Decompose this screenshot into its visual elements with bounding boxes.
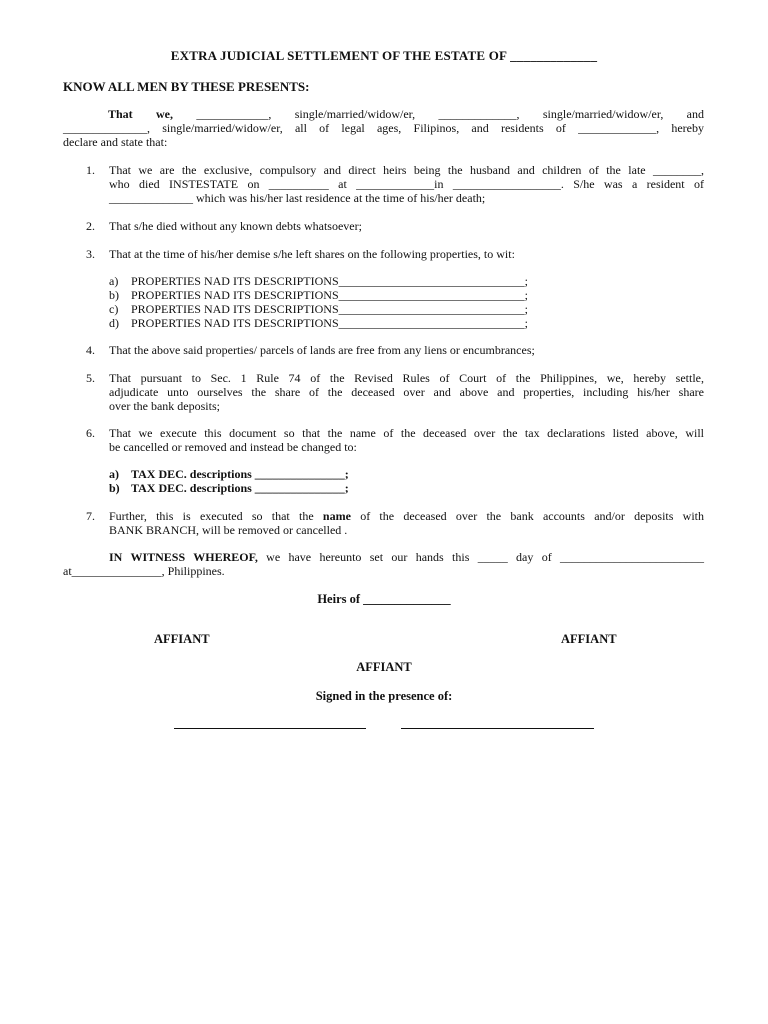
item-5-line-2: adjudicate unto ourselves the share of the deceased over and above and properties, including his/her share: [109, 385, 704, 399]
property-a-text: PROPERTIES NAD ITS DESCRIPTIONS_______________________________;: [131, 274, 528, 288]
know-all-heading: KNOW ALL MEN BY THESE PRESENTS:: [63, 79, 310, 94]
item-6-number: 6.: [86, 426, 95, 440]
item-6-line-2: be cancelled or removed and instead be changed to:: [109, 440, 357, 454]
item-1-line-3: ______________ which was his/her last residence at the time of his/her death;: [109, 191, 486, 205]
signed-presence: Signed in the presence of:: [315, 689, 453, 703]
item-3-text: That at the time of his/her demise s/he left shares on the following properties, to wit:: [109, 247, 515, 261]
item-7-line-2: BANK BRANCH, will be removed or cancelled .: [109, 523, 348, 537]
witness-line-1-text: we have hereunto set our hands this _____ day of ________________________: [266, 550, 705, 564]
item-7-line-1-end: of the deceased over the bank accounts and/or deposits with: [360, 509, 705, 523]
witness-line-1: [109, 550, 704, 564]
tax-a-letter: a): [109, 467, 119, 481]
witness-heading: IN WITNESS WHEREOF,: [109, 550, 258, 564]
item-4-number: 4.: [86, 343, 95, 357]
item-5-line-3: over the bank deposits;: [109, 399, 220, 413]
item-5-number: 5.: [86, 371, 95, 385]
item-2-text: That s/he died without any known debts whatsoever;: [109, 219, 362, 233]
item-1-number: 1.: [86, 163, 95, 177]
item-7-number: 7.: [86, 509, 95, 523]
property-a-letter: a): [109, 274, 119, 288]
item-2-number: 2.: [86, 219, 95, 233]
affiant-right: AFFIANT: [561, 632, 617, 646]
affiant-center: AFFIANT: [356, 660, 412, 674]
item-7-line-1: [109, 509, 704, 523]
item-4-text: That the above said properties/ parcels of lands are free from any liens or encumbrances;: [109, 343, 535, 357]
tax-b-text: TAX DEC. descriptions _______________;: [131, 481, 349, 495]
item-1-line-1: That we are the exclusive, compulsory and direct heirs being the husband and children of the late ________,: [109, 163, 704, 177]
property-d-text: PROPERTIES NAD ITS DESCRIPTIONS_______________________________;: [131, 316, 528, 330]
item-6-line-1: That we execute this document so that the name of the deceased over the tax declarations listed above, will: [109, 426, 704, 440]
property-c-letter: c): [109, 302, 119, 316]
document-title: EXTRA JUDICIAL SETTLEMENT OF THE ESTATE OF _____________: [170, 48, 598, 63]
property-b-letter: b): [109, 288, 119, 302]
intro-line-3: declare and state that:: [63, 135, 168, 149]
witness-line-2: at_______________, Philippines.: [63, 564, 225, 578]
intro-that-we: That we,: [108, 107, 174, 121]
affiant-left: AFFIANT: [154, 632, 210, 646]
witness-signature-line-left: [174, 728, 366, 729]
intro-line-1: [108, 107, 704, 121]
item-7-name-word: name: [322, 509, 351, 523]
property-b-text: PROPERTIES NAD ITS DESCRIPTIONS_______________________________;: [131, 288, 528, 302]
item-1-line-2: who died INSTESTATE on __________ at _____________in __________________. S/he was a resident of: [109, 177, 704, 191]
tax-a-text: TAX DEC. descriptions _______________;: [131, 467, 349, 481]
intro-line-2: ______________, single/married/widow/er, all of legal ages, Filipinos, and residents of _____________, hereby: [63, 121, 704, 135]
item-3-number: 3.: [86, 247, 95, 261]
heirs-of: Heirs of ______________: [317, 592, 451, 606]
property-c-text: PROPERTIES NAD ITS DESCRIPTIONS_______________________________;: [131, 302, 528, 316]
item-5-line-1: That pursuant to Sec. 1 Rule 74 of the Revised Rules of Court of the Philippines, we, hereby settle,: [109, 371, 704, 385]
tax-b-letter: b): [109, 481, 120, 495]
witness-signature-line-right: [401, 728, 594, 729]
intro-line-1-text: ____________, single/married/widow/er, _____________, single/married/widow/er, and: [196, 107, 705, 121]
item-7-line-1-start: Further, this is executed so that the: [109, 509, 314, 523]
property-d-letter: d): [109, 316, 119, 330]
